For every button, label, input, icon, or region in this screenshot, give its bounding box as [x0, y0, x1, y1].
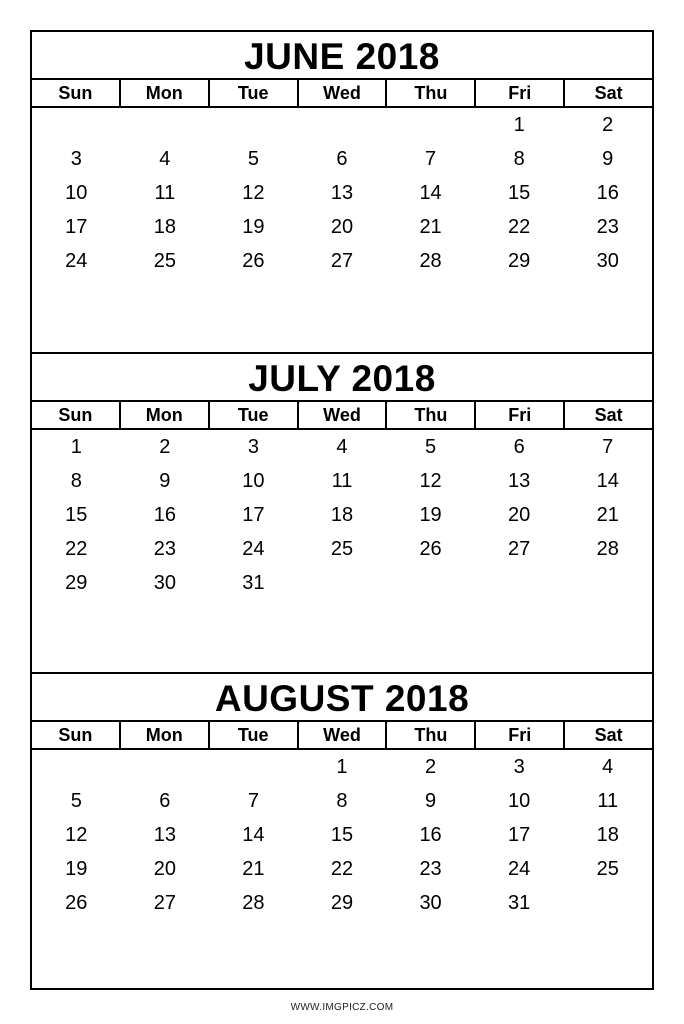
day-cell: 17 — [508, 824, 531, 846]
day-cell: 23 — [596, 216, 619, 238]
day-cell: 26 — [65, 892, 88, 914]
day-cell: 15 — [508, 182, 531, 204]
day-cell: 20 — [153, 858, 176, 880]
day-cell: 4 — [602, 756, 614, 778]
day-cell: 12 — [242, 182, 265, 204]
day-cell: 2 — [159, 436, 171, 458]
day-cell: 28 — [242, 892, 265, 914]
day-cell: 3 — [513, 756, 525, 778]
weekday-sat: Sat — [594, 725, 623, 745]
weekday-wed: Wed — [299, 80, 388, 106]
day-cell: 31 — [242, 572, 265, 594]
day-cell: 8 — [513, 148, 525, 170]
day-cell: 10 — [242, 470, 265, 492]
weekday-header-row — [32, 722, 652, 750]
day-cell: 25 — [153, 250, 176, 272]
weekday-thu: Thu — [387, 80, 476, 106]
month-title: JULY 2018 — [32, 354, 652, 402]
day-cell: 15 — [65, 504, 88, 526]
day-cell — [298, 108, 387, 142]
day-cell: 4 — [159, 148, 171, 170]
day-cell: 26 — [242, 250, 265, 272]
day-cell — [298, 566, 387, 600]
day-cell: 10 — [65, 182, 88, 204]
month-title: AUGUST 2018 — [32, 674, 652, 722]
weekday-fri: Fri — [476, 402, 565, 428]
weekday-tue: Tue — [210, 80, 299, 106]
day-cell — [563, 566, 652, 600]
day-cell: 24 — [242, 538, 265, 560]
day-cell — [32, 750, 121, 784]
weekday-mon: Mon — [121, 402, 210, 428]
day-cell: 27 — [330, 250, 354, 272]
day-cell: 9 — [602, 148, 614, 170]
weekday-wed: Wed — [299, 402, 388, 428]
day-cell — [386, 566, 475, 600]
day-cell: 11 — [154, 182, 176, 204]
day-cell: 6 — [513, 436, 525, 458]
day-cell: 19 — [242, 216, 265, 238]
day-cell: 29 — [65, 572, 88, 594]
day-cell: 20 — [330, 216, 354, 238]
day-cell: 1 — [336, 756, 348, 778]
day-cell: 19 — [419, 504, 442, 526]
day-cell: 23 — [153, 538, 176, 560]
day-cell — [32, 108, 121, 142]
day-cell: 18 — [596, 824, 619, 846]
day-cell: 28 — [419, 250, 442, 272]
month-august — [32, 672, 652, 988]
day-cell: 4 — [336, 436, 348, 458]
day-cell: 16 — [596, 182, 619, 204]
day-cell: 7 — [425, 148, 437, 170]
day-cell: 6 — [336, 148, 348, 170]
day-cell: 31 — [508, 892, 531, 914]
day-cell: 5 — [70, 790, 82, 812]
weekday-sat: Sat — [594, 83, 623, 103]
day-cell: 30 — [419, 892, 442, 914]
day-cell: 22 — [508, 216, 531, 238]
day-cell: 2 — [425, 756, 437, 778]
day-cell: 19 — [65, 858, 88, 880]
day-cell: 5 — [425, 436, 437, 458]
calendar-frame — [30, 30, 654, 990]
day-cell: 27 — [508, 538, 531, 560]
day-cell — [386, 108, 475, 142]
days-grid — [32, 108, 652, 278]
weekday-fri: Fri — [476, 722, 565, 748]
day-cell: 14 — [596, 470, 619, 492]
day-cell: 21 — [596, 504, 619, 526]
day-cell: 26 — [419, 538, 442, 560]
day-cell: 21 — [419, 216, 442, 238]
day-cell: 11 — [597, 790, 619, 812]
day-cell: 18 — [153, 216, 176, 238]
day-cell: 11 — [331, 470, 353, 492]
day-cell: 17 — [65, 216, 88, 238]
day-cell: 24 — [65, 250, 88, 272]
day-cell: 17 — [242, 504, 265, 526]
weekday-wed: Wed — [299, 722, 388, 748]
month-june — [32, 32, 652, 353]
day-cell: 10 — [508, 790, 531, 812]
days-grid — [32, 750, 652, 920]
weekday-thu: Thu — [387, 402, 476, 428]
day-cell: 8 — [70, 470, 82, 492]
day-cell: 8 — [336, 790, 348, 812]
day-cell: 16 — [419, 824, 442, 846]
day-cell: 23 — [419, 858, 442, 880]
day-cell: 1 — [70, 436, 82, 458]
weekday-sun: Sun — [32, 722, 121, 748]
day-cell — [475, 566, 564, 600]
day-cell: 2 — [602, 114, 614, 136]
day-cell: 24 — [508, 858, 531, 880]
day-cell — [209, 750, 298, 784]
day-cell: 9 — [425, 790, 437, 812]
day-cell: 14 — [419, 182, 442, 204]
day-cell: 28 — [596, 538, 619, 560]
day-cell: 13 — [330, 182, 354, 204]
day-cell: 22 — [330, 858, 354, 880]
day-cell: 3 — [70, 148, 82, 170]
day-cell: 5 — [247, 148, 259, 170]
weekday-tue: Tue — [210, 722, 299, 748]
day-cell: 9 — [159, 470, 171, 492]
weekday-mon: Mon — [121, 722, 210, 748]
day-cell — [121, 108, 210, 142]
day-cell: 20 — [508, 504, 531, 526]
day-cell: 7 — [247, 790, 259, 812]
day-cell: 13 — [153, 824, 176, 846]
day-cell — [563, 886, 652, 920]
day-cell: 29 — [330, 892, 354, 914]
day-cell: 27 — [153, 892, 176, 914]
day-cell: 6 — [159, 790, 171, 812]
day-cell: 30 — [596, 250, 619, 272]
weekday-sun: Sun — [32, 402, 121, 428]
day-cell: 12 — [65, 824, 88, 846]
footer-website: WWW.IMGPICZ.COM — [290, 1002, 394, 1013]
day-cell: 18 — [330, 504, 354, 526]
day-cell: 3 — [247, 436, 259, 458]
day-cell — [209, 108, 298, 142]
month-july — [32, 352, 652, 673]
weekday-fri: Fri — [476, 80, 565, 106]
day-cell: 13 — [508, 470, 531, 492]
day-cell — [121, 750, 210, 784]
weekday-mon: Mon — [121, 80, 210, 106]
day-cell: 12 — [419, 470, 442, 492]
day-cell: 7 — [602, 436, 614, 458]
weekday-thu: Thu — [387, 722, 476, 748]
day-cell: 25 — [596, 858, 619, 880]
weekday-header-row — [32, 402, 652, 430]
day-cell: 30 — [153, 572, 176, 594]
day-cell: 16 — [153, 504, 176, 526]
day-cell: 14 — [242, 824, 265, 846]
month-title: JUNE 2018 — [32, 32, 652, 80]
day-cell: 15 — [330, 824, 354, 846]
weekday-sun: Sun — [32, 80, 121, 106]
day-cell: 25 — [330, 538, 354, 560]
weekday-sat: Sat — [594, 405, 623, 425]
day-cell: 21 — [242, 858, 265, 880]
weekday-tue: Tue — [210, 402, 299, 428]
day-cell: 29 — [508, 250, 531, 272]
weekday-header-row — [32, 80, 652, 108]
days-grid — [32, 430, 652, 600]
day-cell: 22 — [65, 538, 88, 560]
day-cell: 1 — [513, 114, 525, 136]
